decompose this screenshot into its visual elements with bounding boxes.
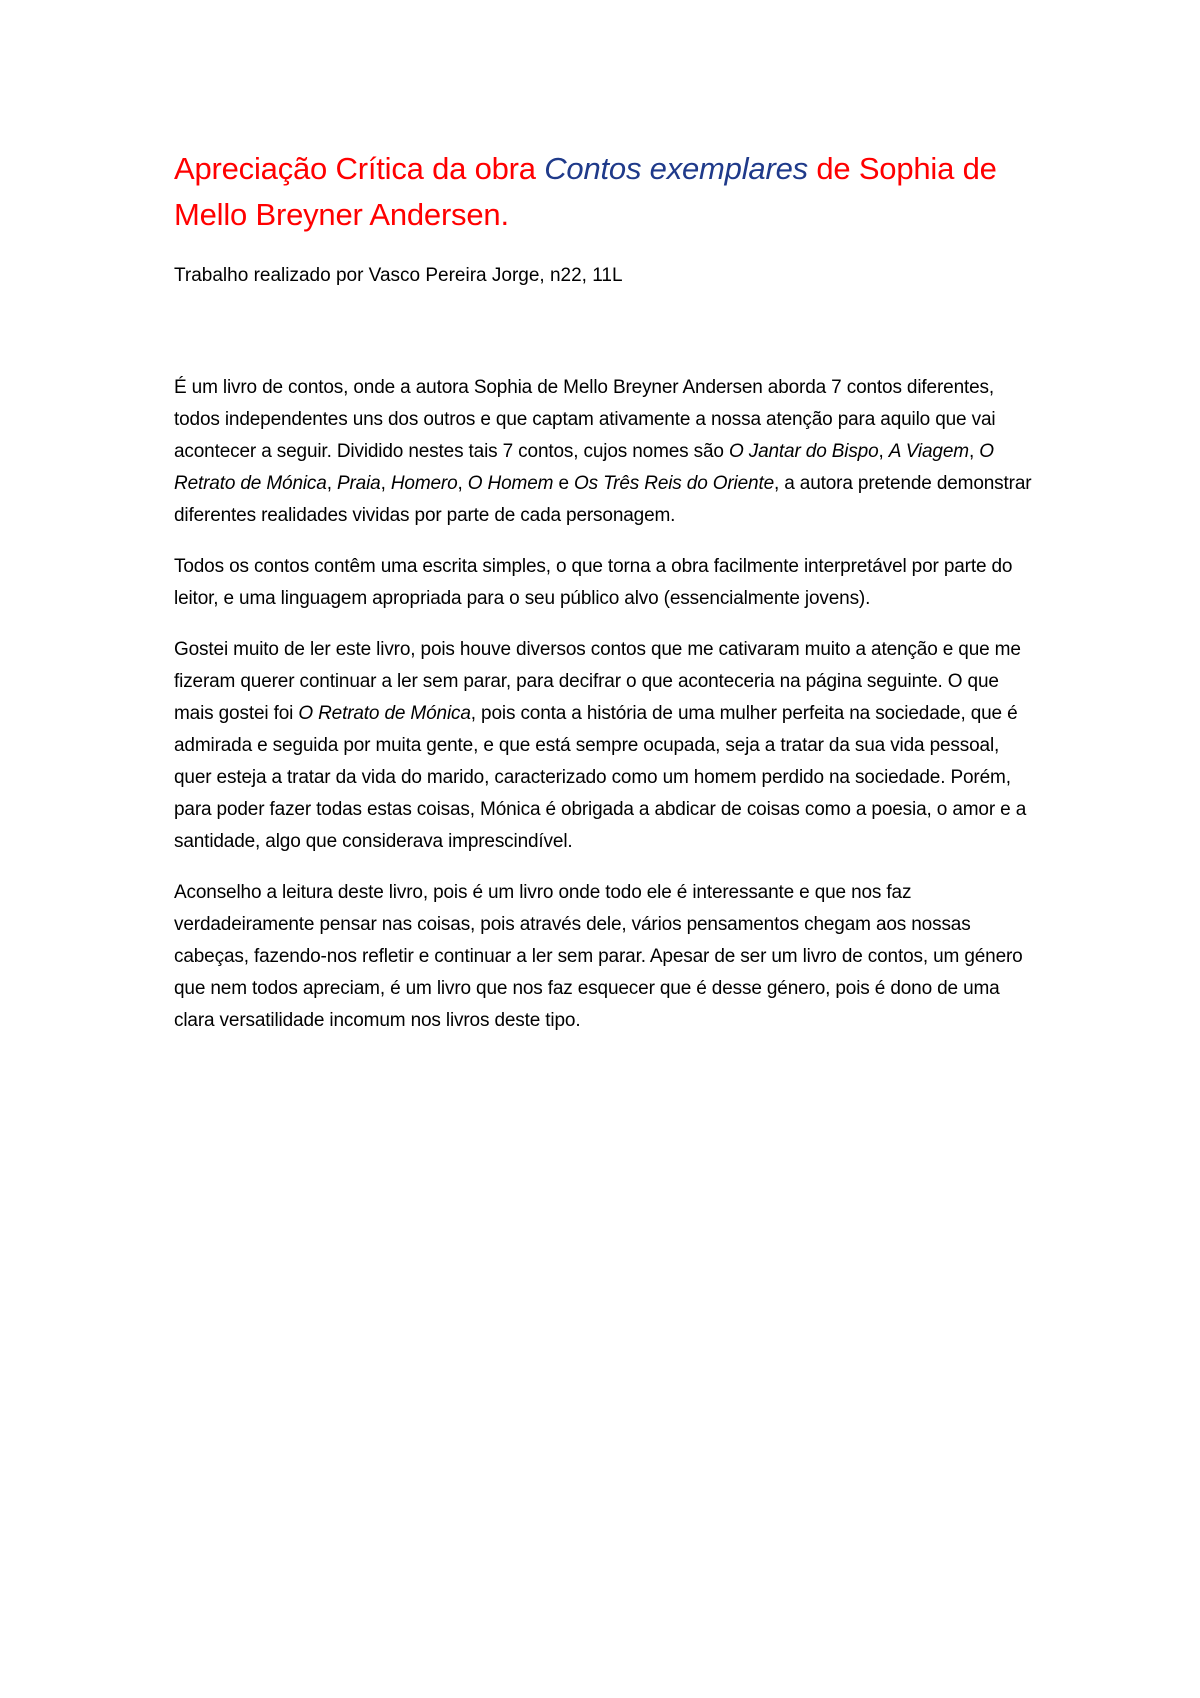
story-title: O Homem (467, 473, 554, 494)
story-title: O Jantar do Bispo (728, 441, 879, 462)
paragraph-2: Todos os contos contêm uma escrita simples, o que torna a obra facilmente interpretável por parte do leitor, e uma linguagem apropriada para o seu público alvo (essencialmente jovens). (174, 556, 1013, 609)
story-title: Homero (390, 473, 458, 494)
story-title: Praia (336, 473, 381, 494)
paragraph-1-text-a: É um livro de contos, onde a autora Sophia de Mello Breyner Andersen aborda 7 contos diferentes, todos independentes uns dos outros e que captam ativamente a nossa atenção para aquilo que vai acontecer a seguir. Dividido nestes tais 7 contos, cujos nomes são (174, 377, 996, 462)
story-title: O Retrato de Mónica (298, 703, 471, 724)
story-title: Os Três Reis do Oriente (574, 473, 774, 494)
title-book-name: Contos exemplares (544, 151, 808, 186)
story-title: A Viagem (888, 441, 969, 462)
separator: , (968, 441, 980, 462)
paragraph-1-text-b: , a autora pretende demonstrar diferentes realidades vividas por parte de cada personagem. (174, 473, 1032, 526)
document-body (174, 372, 1034, 1037)
separator: , (457, 473, 468, 494)
title-prefix: Apreciação Crítica da obra (174, 151, 545, 186)
paragraph-3 (174, 634, 1034, 858)
paragraph-3-text-a: Gostei muito de ler este livro, pois houve diversos contos que me cativaram muito a atenção e que me fizeram querer continuar a ler sem parar, para decifrar o que aconteceria na página seguinte. O que mais gostei foi (174, 639, 1021, 724)
separator: , (326, 473, 337, 494)
title-suffix: de Sophia de Mello Breyner Andersen. (174, 151, 997, 232)
separator: , (878, 441, 889, 462)
story-title: O Retrato de Mónica (174, 441, 994, 494)
paragraph-4: Aconselho a leitura deste livro, pois é um livro onde todo ele é interessante e que nos faz verdadeiramente pensar nas coisas, pois através dele, vários pensamentos chegam aos nossas cabeças, fazendo-nos refletir e continuar a ler sem parar. Apesar de ser um livro de contos, um género que nem todos apreciam, é um livro que nos faz esquecer que é desse género, pois é dono de uma clara versatilidade incomum nos livros deste tipo. (174, 882, 1023, 1031)
separator: , (380, 473, 391, 494)
document-title (174, 146, 1034, 238)
separator: e (553, 473, 575, 494)
author-byline: Trabalho realizado por Vasco Pereira Jorge, n22, 11L (174, 265, 623, 286)
document-page (174, 146, 1034, 1056)
paragraph-3-text-b: , pois conta a história de uma mulher perfeita na sociedade, que é admirada e seguida por muita gente, e que está sempre ocupada, seja a tratar da sua vida pessoal, quer esteja a tratar da vida do marido, caracterizado como um homem perdido na sociedade. Porém, para poder fazer todas estas coisas, Mónica é obrigada a abdicar de coisas como a poesia, o amor e a santidade, algo que considerava imprescindível. (174, 703, 1027, 852)
paragraph-1 (174, 372, 1034, 532)
